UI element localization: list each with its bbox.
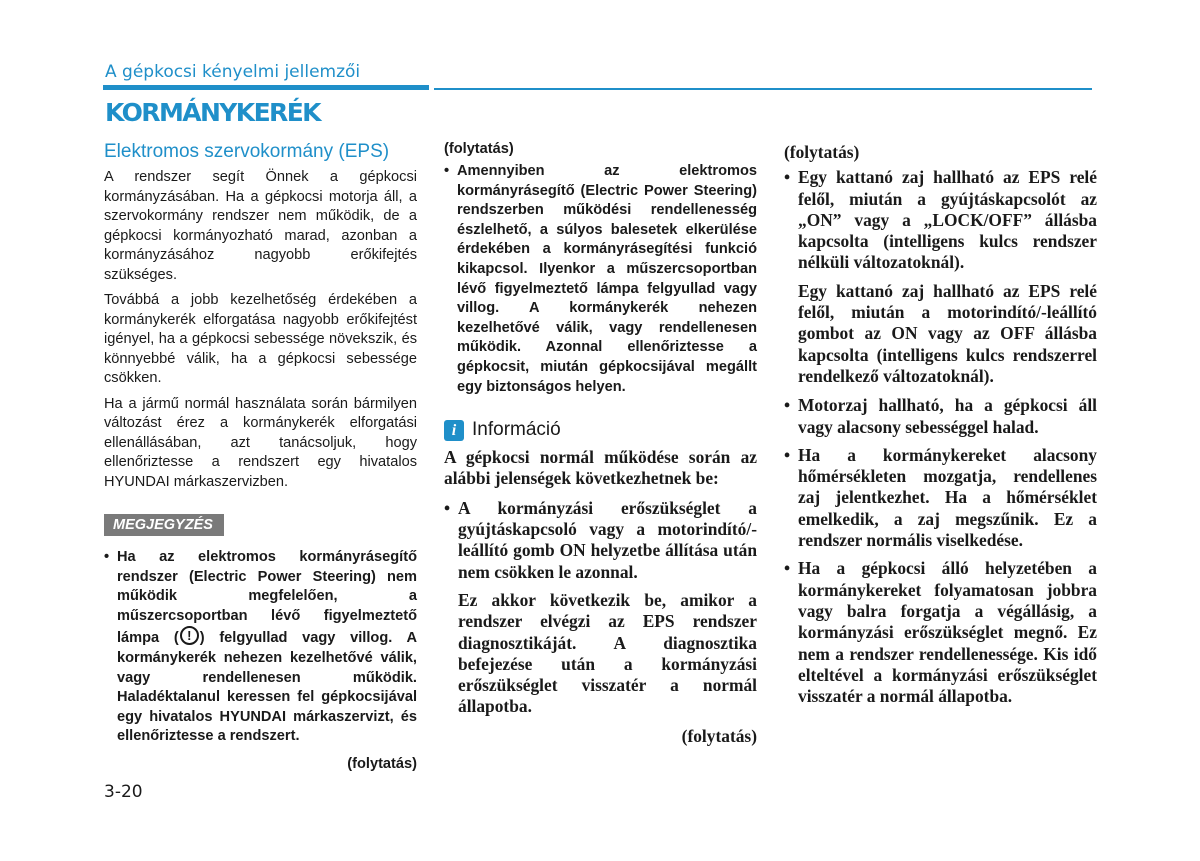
info-body: [444, 447, 757, 747]
continued-label: (folytatás): [681, 725, 757, 746]
running-header: A gépkocsi kényelmi jellemzői: [105, 62, 361, 82]
warning-item: • Amennyiben az elektromos kormányrásegítő (Electric Power Steering) rendszerben működési rendellenesség észlelhető, a súlyos balesetek elkerülése érdekében a kormányrásegítési funkció kikapcsol. Ilyenkor a műszercsoportban lévő figyelmeztető lámpa felgyullad vagy villog. A kormánykerék nehezen kezelhetővé válik, vagy rendellenesen működik. Azonnal ellenőriztesse a gépkocsit, miután gépkocsijával megállt egy biztonságos helyen.: [444, 162, 757, 397]
continued-label: (folytatás): [444, 141, 514, 157]
info-sub-paragraph: Egy kattanó zaj hallható az EPS relé felől, miután a motorindító/-leállító gombot az ON vagy az OFF állásba kapcsolta (intelligens kulcs rendszerrel rendelkező változatoknál).: [798, 280, 1097, 386]
note-label: MEGJEGYZÉS: [104, 514, 224, 536]
info-item: • Ha a kormánykereket alacsony hőmérsékleten mozgatja, rendellenes zaj jelentkezhet. Ha a hőmérséklet emelkedik, a zaj megszűnik. Ez a rendszer normális viselkedése.: [784, 445, 1097, 551]
page-title: KORMÁNYKERÉK: [105, 98, 320, 127]
info-icon: i: [444, 420, 464, 441]
note-item: [104, 548, 417, 747]
info-item: • Egy kattanó zaj hallható az EPS relé felől, miután a gyújtáskapcsolót az „ON” vagy a „LOCK/OFF” állásba kapcsolta (intelligens kulcs rendszer nélküli változatoknál).: [784, 167, 1097, 273]
steering-warning-icon: [180, 626, 199, 645]
paragraph: A rendszer segít Önnek a gépkocsi kormányzásában. Ha a gépkocsi motorja áll, a szervokormány rendszer nem működik, de a gépkocsi kormányozható marad, azonban a kormányzásához nagyobb erőkifejtés szükséges.: [104, 169, 417, 283]
info-heading: [444, 419, 757, 441]
paragraph: Ha a jármű normál használata során bármilyen változást érez a kormánykerék elforgatási ellenállásában, azt tanácsoljuk, hogy ellenőriztesse a rendszert egy hivatalos HYUNDAI márkaszervizben.: [104, 395, 417, 490]
info-item: • A kormányzási erőszükséglet a gyújtáskapcsoló vagy a motorindító/-leállító gomb ON helyzetbe állítása után nem csökken le azonnal.: [444, 498, 757, 583]
note-text-after: ) felgyullad vagy villog. A kormánykerék nehezen kezelhetővé válik, vagy rendellenesen működik. Haladéktalanul keressen fel gépkocsijával egy hivatalos HYUNDAI márkaszervizt, és ellenőriztesse a rendszert.: [117, 630, 417, 745]
info-item: • Ha a gépkocsi álló helyzetében a kormánykereket folyamatosan jobbra vagy balra forgatja a végállásig, a kormányzási erőszükséglet megnő. Ez nem a rendszer rendellenessége. Kis idő elteltével a kormányzási erőszükséglet visszatér a normál állapotba.: [784, 558, 1097, 707]
column-1: [104, 140, 417, 774]
paragraph: Továbbá a jobb kezelhetőség érdekében a kormánykerék elforgatása nagyobb erőkifejtést igényel, ha a gépkocsi sebessége növekszik, és könnyebbé válik, ha a gépkocsi sebessége csökken.: [104, 292, 417, 386]
info-sub-paragraph: Ez akkor következik be, amikor a rendszer elvégzi az EPS rendszer diagnosztikáját. A diagnosztika befejezése után a kormányzási erőszükséglet visszatér a normál állapotba.: [458, 589, 757, 717]
note-text-before: Ha az elektromos kormányrásegítő rendszer (Electric Power Steering) nem működik megfelelően, a műszercsoportban lévő figyelmeztető lámpa (: [117, 549, 417, 647]
continued-label: (folytatás): [347, 755, 417, 772]
eps-heading: Elektromos szervokormány (EPS): [104, 141, 390, 162]
column-3: [784, 140, 1097, 714]
info-intro: A gépkocsi normál működése során az alábbi jelenségek következhetnek be:: [444, 447, 757, 489]
header-rule-thin: [434, 88, 1092, 90]
info-list: [444, 498, 757, 583]
continued-label: (folytatás): [784, 142, 860, 162]
warning-list: [444, 162, 757, 397]
header-rule-thick: [103, 85, 429, 90]
info-list-continued: [784, 167, 1097, 273]
page-number: 3-20: [104, 782, 143, 802]
info-list-continued: [784, 395, 1097, 707]
info-item: • Motorzaj hallható, ha a gépkocsi áll vagy alacsony sebességgel halad.: [784, 395, 1097, 438]
column-2: [444, 140, 757, 747]
info-title: Információ: [472, 419, 561, 441]
note-list: [104, 548, 417, 747]
